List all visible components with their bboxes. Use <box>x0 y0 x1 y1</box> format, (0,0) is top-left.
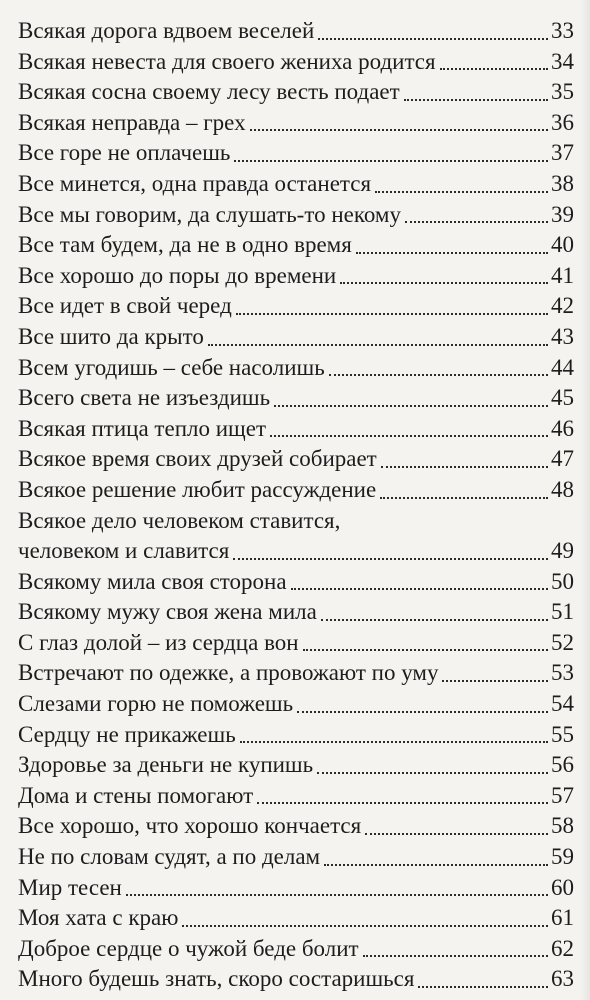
toc-entry-title: Не по словам судят, а по делам <box>18 844 321 870</box>
toc-entry-page-number: 44 <box>551 354 574 380</box>
toc-entry-title: Мир тесен <box>18 874 122 900</box>
dot-leader <box>365 833 548 835</box>
dot-leader <box>381 466 548 468</box>
toc-entry-title: Все хорошо, что хорошо кончается <box>18 813 362 839</box>
toc-entry-page-number: 36 <box>551 109 574 135</box>
toc-entry-page-number: 41 <box>551 262 574 288</box>
toc-entry-page-number: 61 <box>551 905 574 931</box>
toc-entry-page-number: 48 <box>551 476 574 502</box>
dot-leader <box>418 986 548 988</box>
dot-leader <box>340 282 548 284</box>
toc-entry <box>18 781 574 812</box>
toc-entry-page-number: 60 <box>551 874 574 900</box>
dot-leader <box>318 38 548 40</box>
toc-entry <box>18 475 574 506</box>
toc-entry-page-number: 63 <box>551 966 574 992</box>
toc-entry-title: Всякому мужу своя жена мила <box>18 599 317 625</box>
toc-entry <box>18 47 574 78</box>
toc-entry-page-number: 43 <box>551 323 574 349</box>
toc-entry-title: Все шито да крыто <box>18 323 204 349</box>
dot-leader <box>182 925 548 927</box>
toc-entry-page-number: 46 <box>551 415 574 441</box>
toc-entry-page-number: 58 <box>551 813 574 839</box>
toc-entry-title: Всякая дорога вдвоем веселей <box>18 18 315 43</box>
toc-entry-page-number: 52 <box>551 629 574 655</box>
dot-leader <box>250 129 548 131</box>
toc-entry-page-number: 54 <box>551 691 574 717</box>
dot-leader <box>329 374 548 376</box>
toc-entry-page-number: 56 <box>551 752 574 778</box>
toc-entry-title: Сердцу не прикажешь <box>18 721 236 747</box>
toc-entry-page-number: 51 <box>551 599 574 625</box>
toc-entry-title: Всего света не изъездишь <box>18 385 271 411</box>
toc-entry-title: Всякая птица тепло ищет <box>18 415 267 441</box>
toc-entry <box>18 108 574 139</box>
dot-leader <box>404 99 548 101</box>
toc-entry-page-number: 39 <box>551 201 574 227</box>
toc-entry-title: Всякое решение любит рассуждение <box>18 476 377 502</box>
dot-leader <box>405 221 548 223</box>
toc-entry-title: Всякое время своих друзей собирает <box>18 446 377 472</box>
dot-leader <box>257 802 548 804</box>
table-of-contents <box>18 16 574 995</box>
toc-entry-title: Здоровье за деньги не купишь <box>18 752 314 778</box>
dot-leader <box>442 680 548 682</box>
toc-entry <box>18 658 574 689</box>
toc-entry-title: Все мы говорим, да слушать-то некому <box>18 201 401 227</box>
toc-entry-title: Все идет в свой черед <box>18 293 232 319</box>
toc-entry-title: Слезами горю не поможешь <box>18 691 294 717</box>
toc-entry <box>18 689 574 720</box>
toc-entry-title: Всякая сосна своему лесу весть подает <box>18 79 400 105</box>
toc-entry-page-number: 57 <box>551 782 574 808</box>
toc-entry-title: Дома и стены помогают <box>18 782 254 808</box>
toc-entry-page-number: 42 <box>551 293 574 319</box>
dot-leader <box>208 344 548 346</box>
toc-entry-page-number: 35 <box>551 79 574 105</box>
toc-entry-page-number: 37 <box>551 140 574 166</box>
toc-entry-page-number: 38 <box>551 170 574 196</box>
dot-leader <box>236 313 548 315</box>
toc-entry <box>18 720 574 751</box>
toc-entry-title: Все минется, одна правда останется <box>18 170 372 196</box>
toc-entry-title: Всем угодишь – себе насолишь <box>18 354 325 380</box>
toc-entry-page-number: 33 <box>551 18 574 43</box>
toc-entry-title: Моя хата с краю <box>18 905 179 931</box>
toc-entry <box>18 842 574 873</box>
dot-leader <box>233 558 548 560</box>
dot-leader <box>291 588 548 590</box>
toc-entry-page-number: 55 <box>551 721 574 747</box>
toc-entry <box>18 16 574 47</box>
toc-entry-page-number: 45 <box>551 385 574 411</box>
toc-entry-title: Встречают по одежке, а провожают по уму <box>18 660 439 686</box>
toc-entry <box>18 750 574 781</box>
toc-entry <box>18 811 574 842</box>
dot-leader <box>375 191 548 193</box>
toc-entry <box>18 628 574 659</box>
toc-entry <box>18 383 574 414</box>
toc-entry <box>18 138 574 169</box>
dot-leader <box>303 649 548 651</box>
dot-leader <box>240 741 548 743</box>
dot-leader <box>324 864 548 866</box>
toc-entry <box>18 230 574 261</box>
toc-entry <box>18 414 574 445</box>
toc-entry-title: С глаз долой – из сердца вон <box>18 629 299 655</box>
dot-leader <box>380 497 548 499</box>
toc-entry <box>18 322 574 353</box>
toc-entry-page-number: 49 <box>551 538 574 564</box>
toc-entry-title: Всякая неправда – грех <box>18 109 246 135</box>
toc-entry <box>18 353 574 384</box>
toc-entry <box>18 200 574 231</box>
dot-leader <box>363 955 548 957</box>
toc-entry-title: Доброе сердце о чужой беде болит <box>18 935 359 961</box>
dot-leader <box>321 619 548 621</box>
dot-leader <box>270 435 548 437</box>
toc-entry <box>18 567 574 598</box>
dot-leader <box>317 772 548 774</box>
dot-leader <box>126 894 548 896</box>
toc-entry-page-number: 40 <box>551 232 574 258</box>
toc-entry-page-number: 59 <box>551 844 574 870</box>
toc-entry <box>18 169 574 200</box>
toc-entry <box>18 77 574 108</box>
toc-entry-page-number: 34 <box>551 48 574 74</box>
toc-entry-title: Всякому мила своя сторона <box>18 568 287 594</box>
toc-entry <box>18 536 574 567</box>
toc-entry-title: Всякая невеста для своего жениха родится <box>18 48 436 74</box>
toc-entry <box>18 444 574 475</box>
toc-entry-title: Много будешь знать, скоро состаришься <box>18 966 415 992</box>
toc-entry <box>18 597 574 628</box>
dot-leader <box>274 405 548 407</box>
toc-entry <box>18 261 574 292</box>
dot-leader <box>297 711 548 713</box>
toc-entry-title: Все горе не оплачешь <box>18 140 231 166</box>
dot-leader <box>356 252 548 254</box>
page-edge-shadow <box>580 0 590 1000</box>
dot-leader <box>440 68 548 70</box>
toc-entry-title: Все хорошо до поры до времени <box>18 262 337 288</box>
dot-leader <box>234 160 548 162</box>
toc-entry-page-number: 47 <box>551 446 574 472</box>
toc-entry-title: Все там будем, да не в одно время <box>18 232 352 258</box>
toc-entry-page-number: 53 <box>551 660 574 686</box>
toc-entry-title-line1: Всякое дело человеком ставится, <box>18 507 341 533</box>
toc-entry <box>18 903 574 934</box>
toc-entry <box>18 964 574 995</box>
toc-entry <box>18 873 574 904</box>
toc-entry-page-number: 62 <box>551 935 574 961</box>
toc-entry-title: человеком и славится <box>18 538 230 564</box>
toc-entry <box>18 291 574 322</box>
toc-entry <box>18 934 574 965</box>
toc-entry-page-number: 50 <box>551 568 574 594</box>
